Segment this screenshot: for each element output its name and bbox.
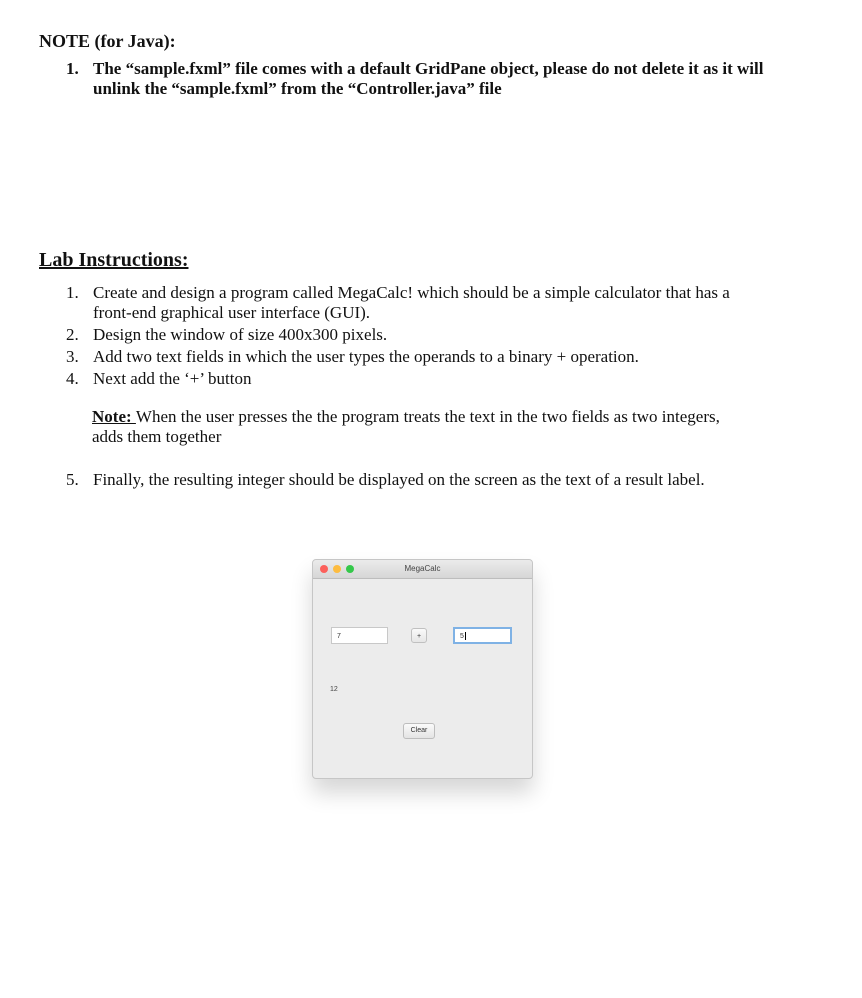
lab-item-1: [66, 283, 766, 323]
text-caret-icon: [465, 632, 466, 640]
lab-item-2-text: Design the window of size 400x300 pixels.: [93, 325, 388, 344]
lab-item-5: [66, 469, 766, 491]
window-title: MegaCalc: [404, 564, 441, 573]
lab-item-4-number: 4.: [66, 369, 79, 388]
note-list: [66, 59, 766, 99]
note-item-1: [66, 59, 766, 99]
lab-item-4-text: Next add the ‘+’ button: [93, 369, 252, 388]
first-operand-value: 7: [337, 633, 341, 640]
lab-item-2: [66, 325, 766, 345]
lab-item-5-text: Finally, the resulting integer should be displayed on the screen as the text of a result label.: [93, 470, 705, 489]
lab-item-5-row: [66, 469, 766, 491]
lab-item-3: [66, 347, 766, 367]
lab-item-3-text: Add two text fields in which the user types the operands to a binary + operation.: [93, 347, 639, 366]
second-operand-input[interactable]: [453, 627, 512, 644]
clear-button[interactable]: Clear: [403, 723, 435, 739]
note-item-1-text: The “sample.fxml” file comes with a default GridPane object, please do not delete it as it will unlink the “sample.fxml” from the “Controller.java” file: [93, 59, 764, 98]
lab-note-label: Note:: [92, 407, 136, 426]
lab-item-1-text: Create and design a program called MegaCalc! which should be a simple calculator that has a front-end graphical user interface (GUI).: [93, 283, 730, 322]
lab-instructions-heading: Lab Instructions:: [39, 249, 189, 271]
note-heading: NOTE (for Java):: [39, 31, 176, 51]
note-item-1-number: 1.: [66, 59, 79, 78]
lab-item-2-number: 2.: [66, 325, 79, 344]
plus-button[interactable]: +: [411, 628, 427, 643]
lab-item-5-number: 5.: [66, 470, 79, 489]
lab-instructions-list: [66, 283, 766, 391]
first-operand-input[interactable]: [331, 627, 388, 644]
lab-item-1-number: 1.: [66, 283, 79, 302]
megacalc-window-screenshot: [312, 559, 533, 779]
lab-item-4: [66, 369, 766, 389]
lab-item-3-number: 3.: [66, 347, 79, 366]
second-operand-value: 5: [460, 633, 464, 640]
result-label: 12: [330, 686, 338, 693]
lab-note: [92, 407, 732, 447]
lab-note-text: When the user presses the the program treats the text in the two fields as two integers, adds them together: [92, 407, 720, 446]
window-titlebar: [313, 560, 532, 579]
